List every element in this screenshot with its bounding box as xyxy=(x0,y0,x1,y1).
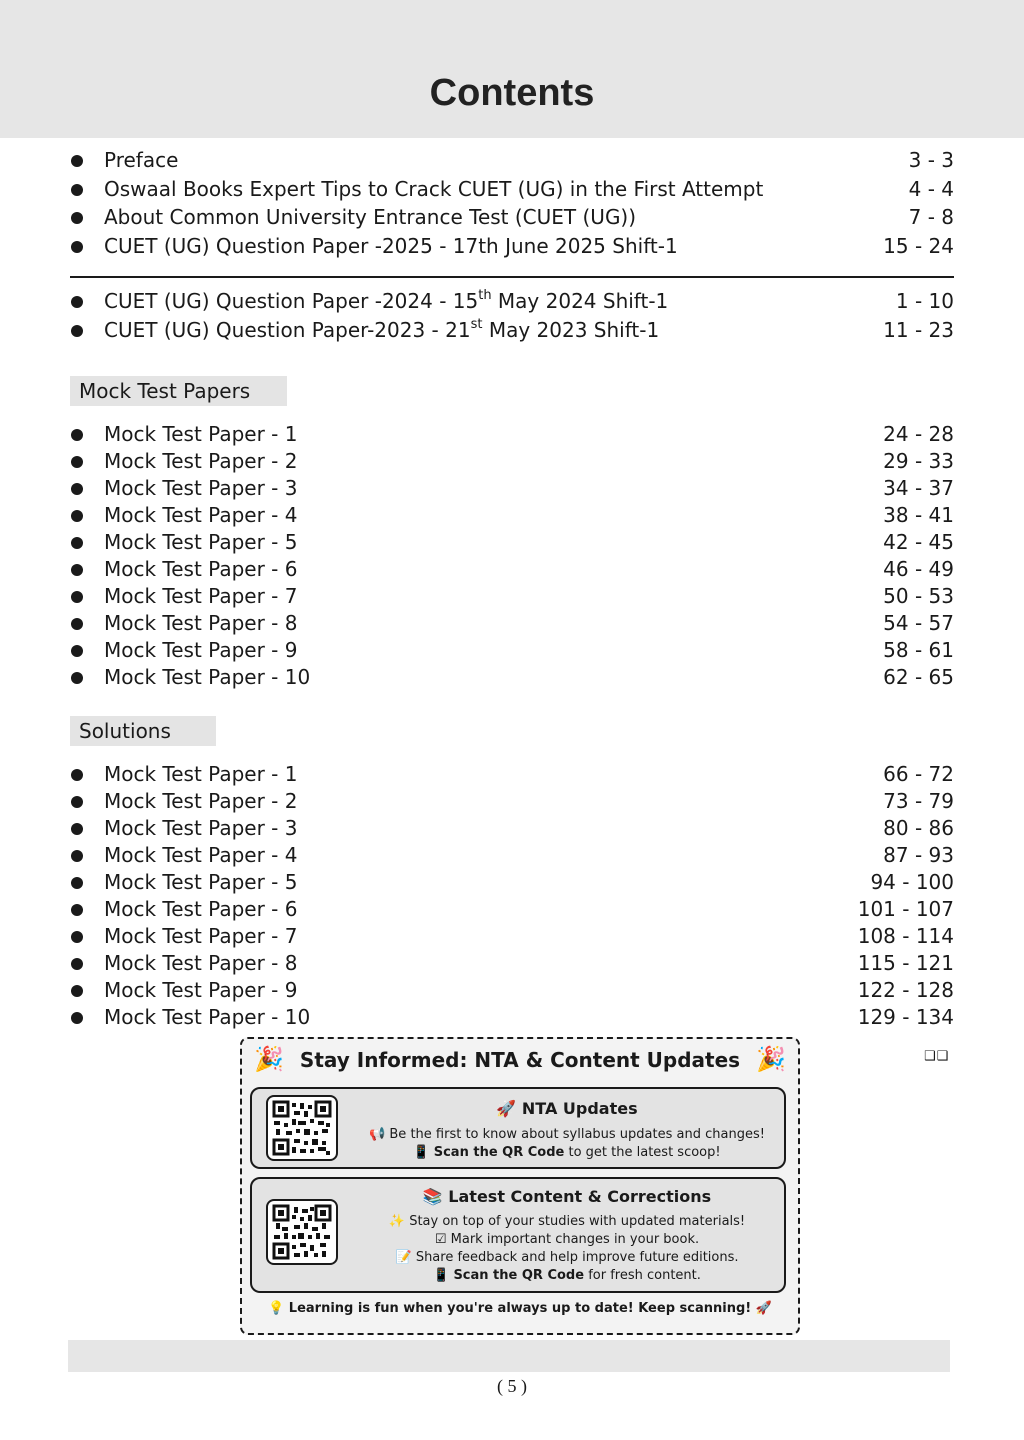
toc-entry-label: Mock Test Paper - 10 xyxy=(104,665,311,689)
bullet-icon xyxy=(71,1012,83,1024)
toc-entry-pages: 54 - 57 xyxy=(883,611,954,635)
toc-entry xyxy=(70,147,954,174)
bullet-icon xyxy=(71,672,83,684)
toc-entry xyxy=(70,761,954,788)
toc-entry xyxy=(70,610,954,637)
toc-entry-label: Mock Test Paper - 7 xyxy=(104,584,298,608)
toc-entry xyxy=(70,317,954,344)
toc-entry-pages: 62 - 65 xyxy=(883,665,954,689)
bullet-icon xyxy=(71,958,83,970)
qr-code-content[interactable] xyxy=(266,1199,338,1265)
rocket-icon: 🚀 xyxy=(755,1301,772,1316)
toc-entry xyxy=(70,637,954,664)
bullet-icon xyxy=(71,931,83,943)
bullet-icon xyxy=(71,429,83,441)
content-updates-panel xyxy=(250,1177,786,1293)
bullet-icon xyxy=(71,564,83,576)
toc-entry-label: About Common University Entrance Test (CUET (UG)) xyxy=(104,205,637,229)
bullet-icon xyxy=(71,537,83,549)
divider xyxy=(70,276,954,278)
bullet-icon xyxy=(71,212,83,224)
page-number: ( 5 ) xyxy=(497,1376,527,1396)
nta-updates-line: 📢 Be the first to know about syllabus updates and changes! xyxy=(369,1127,765,1142)
toc-entry-label: CUET (UG) Question Paper-2023 - 21st May 2023 Shift-1 xyxy=(104,317,660,342)
content-updates-title: 📚 Latest Content & Corrections xyxy=(422,1187,712,1206)
toc-entry-label: Mock Test Paper - 2 xyxy=(104,449,298,473)
toc-entry-label: Mock Test Paper - 1 xyxy=(104,422,298,446)
party-popper-icon: 🎉 xyxy=(254,1045,284,1073)
phone-icon: 📱 xyxy=(413,1145,430,1160)
toc-entry-label: Mock Test Paper - 5 xyxy=(104,530,298,554)
page-title: Contents xyxy=(429,72,595,114)
toc-entry-pages: 24 - 28 xyxy=(883,422,954,446)
toc-entry-pages: 80 - 86 xyxy=(883,816,954,840)
toc-entry-pages: 108 - 114 xyxy=(857,924,954,948)
toc-entry-pages: 1 - 10 xyxy=(895,289,954,313)
toc-entry xyxy=(70,475,954,502)
books-icon: 📚 xyxy=(422,1187,443,1206)
bullet-icon xyxy=(71,456,83,468)
toc-entry xyxy=(70,815,954,842)
toc-entry-label: Mock Test Paper - 5 xyxy=(104,870,298,894)
megaphone-icon: 📢 xyxy=(369,1127,386,1142)
toc-entry-pages: 29 - 33 xyxy=(883,449,954,473)
info-box-footer: 💡 Learning is fun when you're always up to date! Keep scanning! 🚀 xyxy=(268,1301,772,1316)
toc-entry-label: Mock Test Paper - 6 xyxy=(104,557,298,581)
toc-entry-pages: 50 - 53 xyxy=(883,584,954,608)
toc-entry-pages: 73 - 79 xyxy=(883,789,954,813)
toc-entry-pages: 15 - 24 xyxy=(883,234,954,258)
toc-entry-pages: 38 - 41 xyxy=(883,503,954,527)
qr-code-nta[interactable] xyxy=(266,1095,338,1161)
toc-entry xyxy=(70,176,954,203)
toc-entry xyxy=(70,233,954,260)
toc-entry-pages: 4 - 4 xyxy=(908,177,954,201)
toc-entry-label: CUET (UG) Question Paper -2025 - 17th June 2025 Shift-1 xyxy=(104,234,678,258)
toc-entry-label: Mock Test Paper - 3 xyxy=(104,476,298,500)
bullet-icon xyxy=(71,155,83,167)
toc-entry xyxy=(70,448,954,475)
bullet-icon xyxy=(71,184,83,196)
toc-entry xyxy=(70,896,954,923)
toc-entry-label: Mock Test Paper - 8 xyxy=(104,611,298,635)
toc-entry xyxy=(70,583,954,610)
toc-entry-label: Mock Test Paper - 1 xyxy=(104,762,298,786)
toc-entry-pages: 34 - 37 xyxy=(883,476,954,500)
bullet-icon xyxy=(71,985,83,997)
content-updates-line: 📝 Share feedback and help improve future editions. xyxy=(395,1250,739,1265)
toc-entry xyxy=(70,977,954,1004)
toc-entry xyxy=(70,869,954,896)
bullet-icon xyxy=(71,325,83,337)
toc-entry-label: Oswaal Books Expert Tips to Crack CUET (UG) in the First Attempt xyxy=(104,177,764,201)
memo-icon: 📝 xyxy=(395,1250,412,1265)
bullet-icon xyxy=(71,904,83,916)
toc-entry-pages: 101 - 107 xyxy=(857,897,954,921)
toc-entry-label: Mock Test Paper - 9 xyxy=(104,978,298,1002)
toc-entry xyxy=(70,502,954,529)
toc-entry-label: Mock Test Paper - 7 xyxy=(104,924,298,948)
header-band xyxy=(0,0,1024,138)
toc-entry-pages: 115 - 121 xyxy=(857,951,954,975)
updates-info-box xyxy=(240,1037,800,1335)
phone-icon: 📱 xyxy=(433,1268,450,1283)
bullet-icon xyxy=(71,850,83,862)
toc-entry-label: CUET (UG) Question Paper -2024 - 15th May 2024 Shift-1 xyxy=(104,288,669,313)
toc-entry-label: Preface xyxy=(104,148,179,172)
bullet-icon xyxy=(71,769,83,781)
toc-entry-pages: 66 - 72 xyxy=(883,762,954,786)
toc-entry-label: Mock Test Paper - 2 xyxy=(104,789,298,813)
toc-entry-pages: 42 - 45 xyxy=(883,530,954,554)
nta-updates-line: 📱 Scan the QR Code to get the latest scoop! xyxy=(413,1145,721,1160)
toc-entry-label: Mock Test Paper - 8 xyxy=(104,951,298,975)
toc-entry xyxy=(70,288,954,315)
nta-updates-panel xyxy=(250,1087,786,1169)
toc-entry xyxy=(70,788,954,815)
rocket-icon: 🚀 xyxy=(496,1099,517,1118)
toc-entry xyxy=(70,664,954,691)
bullet-icon xyxy=(71,483,83,495)
toc-entry-pages: 46 - 49 xyxy=(883,557,954,581)
bullet-icon xyxy=(71,241,83,253)
toc-entry xyxy=(70,556,954,583)
toc-entry-label: Mock Test Paper - 4 xyxy=(104,843,298,867)
toc-entry xyxy=(70,204,954,231)
lightbulb-icon: 💡 xyxy=(268,1301,285,1316)
toc-entry xyxy=(70,923,954,950)
toc-entry-pages: 94 - 100 xyxy=(870,870,954,894)
toc-entry xyxy=(70,950,954,977)
bullet-icon xyxy=(71,645,83,657)
toc-entry xyxy=(70,421,954,448)
section-heading-mock-tests: Mock Test Papers xyxy=(70,376,287,406)
sparkles-icon: ✨ xyxy=(388,1214,406,1229)
bullet-icon xyxy=(71,823,83,835)
toc-entry-pages: 87 - 93 xyxy=(883,843,954,867)
section-heading-solutions: Solutions xyxy=(70,716,216,746)
info-box-title: Stay Informed: NTA & Content Updates xyxy=(299,1048,741,1072)
toc-entry-label: Mock Test Paper - 4 xyxy=(104,503,298,527)
checkbox-icon: ☑ xyxy=(434,1232,447,1247)
end-mark: ❑❑ xyxy=(924,1049,950,1064)
bullet-icon xyxy=(71,296,83,308)
bullet-icon xyxy=(71,591,83,603)
toc-entry xyxy=(70,1004,954,1031)
toc-entry-label: Mock Test Paper - 9 xyxy=(104,638,298,662)
toc-entry-pages: 129 - 134 xyxy=(857,1005,954,1029)
bullet-icon xyxy=(71,510,83,522)
toc-entry-pages: 7 - 8 xyxy=(908,205,954,229)
bullet-icon xyxy=(71,618,83,630)
toc-entry-label: Mock Test Paper - 3 xyxy=(104,816,298,840)
bullet-icon xyxy=(71,877,83,889)
party-popper-icon: 🎉 xyxy=(756,1045,786,1073)
toc-entry-label: Mock Test Paper - 6 xyxy=(104,897,298,921)
toc-entry xyxy=(70,842,954,869)
bullet-icon xyxy=(71,796,83,808)
toc-entry-label: Mock Test Paper - 10 xyxy=(104,1005,311,1029)
nta-updates-title: 🚀 NTA Updates xyxy=(496,1099,638,1118)
toc-entry-pages: 11 - 23 xyxy=(883,318,954,342)
footer-band xyxy=(68,1340,950,1372)
toc-entry-pages: 58 - 61 xyxy=(883,638,954,662)
toc-entry xyxy=(70,529,954,556)
content-updates-line: 📱 Scan the QR Code for fresh content. xyxy=(433,1268,701,1283)
toc-entry-pages: 122 - 128 xyxy=(857,978,954,1002)
content-updates-line: ☑ Mark important changes in your book. xyxy=(434,1232,700,1247)
toc-entry-pages: 3 - 3 xyxy=(908,148,954,172)
content-updates-line: ✨ Stay on top of your studies with updated materials! xyxy=(388,1214,746,1229)
